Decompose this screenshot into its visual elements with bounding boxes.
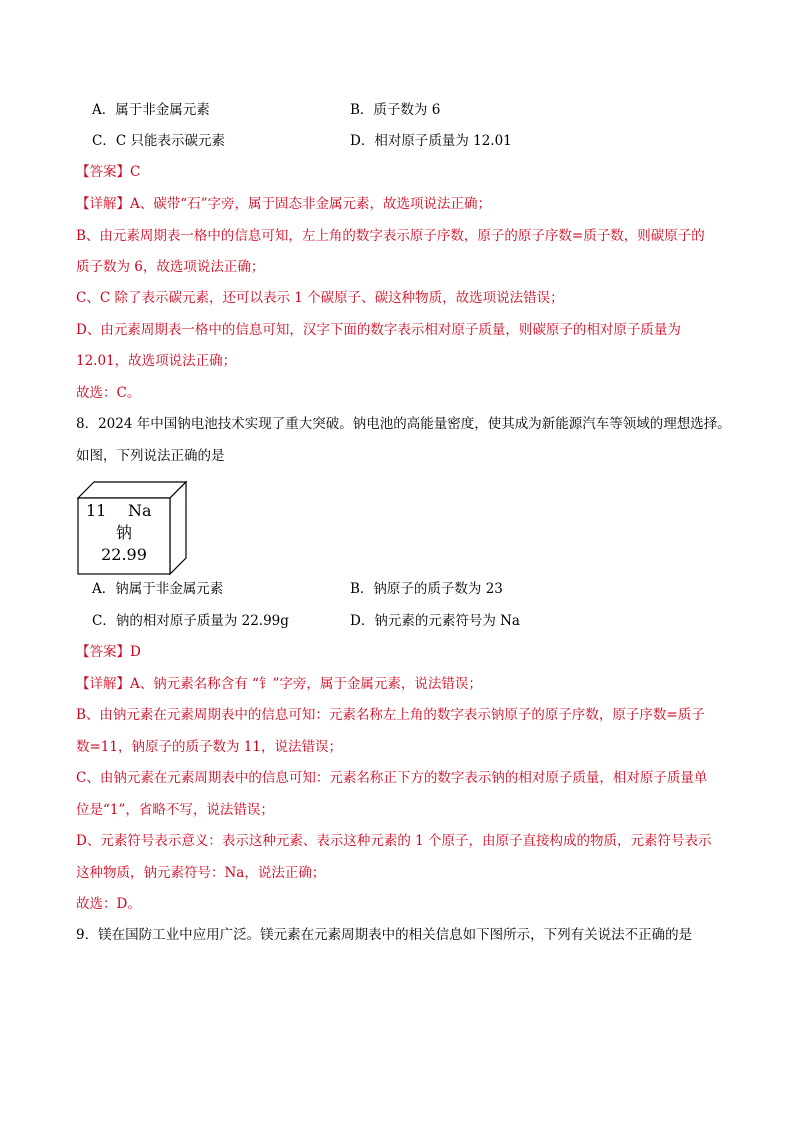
q8-detail-line: 故选：D。 [76, 896, 141, 912]
q8-stem-line: 8．2024 年中国钠电池技术实现了重大突破。钠电池的高能量密度，使其成为新能源汽车等领域的理想选择。 [76, 416, 731, 432]
q8-stem-line: 如图，下列说法正确的是 [76, 448, 225, 464]
element-name: 钠 [115, 523, 132, 542]
q7-option-b: B．质子数为 6 [350, 102, 441, 118]
sodium-element-card [76, 480, 188, 576]
q8-detail-line: B、由钠元素在元素周期表中的信息可知：元素名称左上角的数字表示钠原子的原子序数，原子序数=质子 [76, 707, 705, 723]
element-symbol: Na [128, 501, 152, 520]
q7-detail-line: C、C 除了表示碳元素，还可以表示 1 个碳原子、碳这种物质，故选项说法错误； [76, 290, 564, 306]
q8-detail-line: 【详解】A、钠元素名称含有 “钅”字旁，属于金属元素，说法错误； [76, 676, 482, 692]
q7-option-d: D．相对原子质量为 12.01 [350, 133, 512, 149]
q7-detail-line: 【详解】A、碳带“石”字旁，属于固态非金属元素，故选项说法正确； [76, 196, 492, 212]
q7-detail-line: 12.01，故选项说法正确； [76, 353, 237, 369]
q7-option-a: A．属于非金属元素 [92, 102, 210, 118]
q7-detail-line: 质子数为 6，故选项说法正确； [76, 259, 265, 275]
q7-option-c: C．C 只能表示碳元素 [92, 133, 225, 149]
q7-answer: 【答案】C [76, 164, 141, 180]
q8-option-c: C．钠的相对原子质量为 22.99g [92, 613, 289, 629]
q7-detail-line: B、由元素周期表一格中的信息可知，左上角的数字表示原子序数，原子的原子序数=质子数，则碳原子的 [76, 228, 705, 244]
q8-detail-line: 数=11，钠原子的质子数为 11，说法错误； [76, 739, 342, 755]
q8-answer: 【答案】D [76, 644, 141, 660]
q9-stem: 9．镁在国防工业中应用广泛。镁元素在元素周期表中的相关信息如下图所示，下列有关说法不正确的是 [76, 927, 693, 943]
q7-detail-line: 故选：C。 [76, 385, 141, 401]
element-atomic-number: 11 [86, 501, 107, 520]
q8-option-b: B．钠原子的质子数为 23 [350, 581, 503, 597]
q8-option-d: D．钠元素的元素符号为 Na [350, 613, 520, 629]
q8-detail-line: 位是“1”，省略不写，说法错误； [76, 802, 274, 818]
q8-detail-line: 这种物质，钠元素符号：Na，说法正确； [76, 865, 326, 881]
q7-detail-line: D、由元素周期表一格中的信息可知，汉字下面的数字表示相对原子质量，则碳原子的相对原子质量为 [76, 322, 681, 338]
element-atomic-mass: 22.99 [101, 545, 147, 564]
q8-option-a: A．钠属于非金属元素 [92, 581, 224, 597]
q8-detail-line: D、元素符号表示意义：表示这种元素、表示这种元素的 1 个原子，由原子直接构成的物质，元素符号表示 [76, 833, 712, 849]
q8-detail-line: C、由钠元素在元素周期表中的信息可知：元素名称正下方的数字表示钠的相对原子质量，相对原子质量单 [76, 770, 708, 786]
